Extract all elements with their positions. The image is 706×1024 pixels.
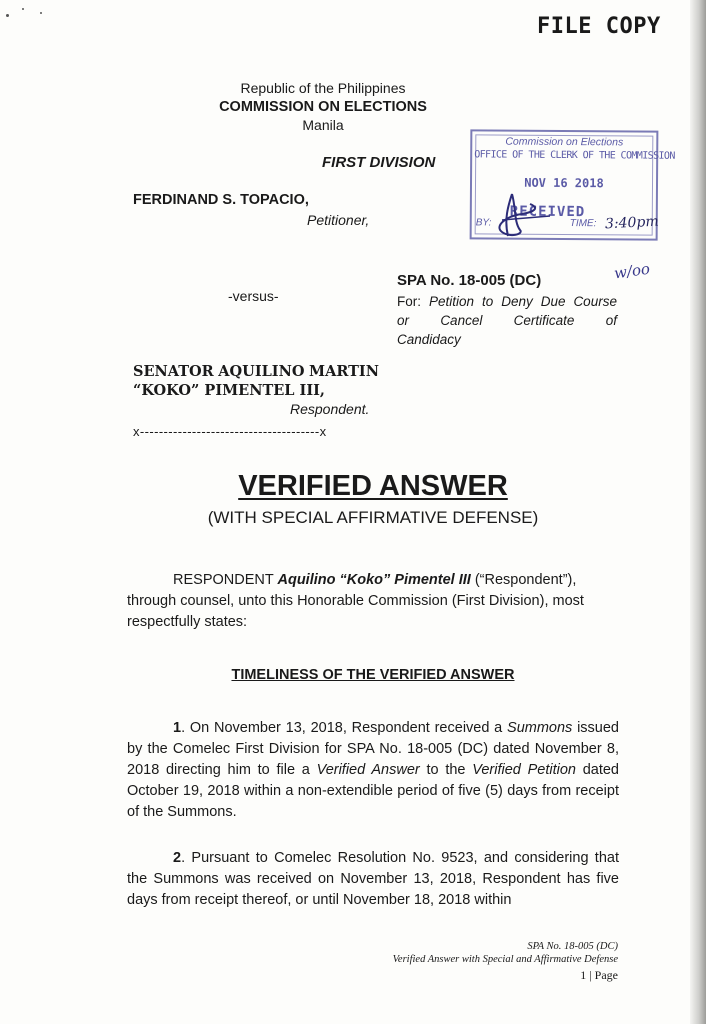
paragraph-italic: Verified Answer: [316, 762, 420, 778]
case-for-word: to: [481, 294, 494, 309]
case-nature: [397, 292, 617, 349]
section-heading: TIMELINESS OF THE VERIFIED ANSWER: [231, 667, 515, 683]
petitioner-name: FERDINAND S. TOPACIO,: [133, 192, 309, 208]
signature-scrawl: [450, 186, 580, 246]
handwritten-time: 3:40pm: [604, 213, 660, 233]
page-label: Page: [594, 968, 618, 982]
stamp-date: NOV 16 2018: [524, 175, 604, 191]
case-for-word: or: [397, 313, 410, 328]
case-for-word: Due: [540, 294, 566, 309]
document-title: VERIFIED ANSWER: [238, 470, 508, 502]
paragraph-2: [127, 848, 619, 911]
footer-doc: Verified Answer with Special and Affirmative Defense: [392, 954, 618, 965]
page-footer: [393, 940, 618, 982]
page-binding-edge: [690, 0, 706, 1024]
stamp-office: OFFICE OF THE CLERK OF THE COMMISSION: [474, 149, 675, 162]
case-nature-line: [397, 292, 617, 311]
respondent-name: [133, 362, 379, 400]
case-nature-line: [397, 330, 617, 349]
paragraph-italic: Summons: [507, 720, 573, 736]
respondent-role: Respondent.: [290, 401, 370, 417]
document-subtitle: (WITH SPECIAL AFFIRMATIVE DEFENSE): [207, 508, 539, 527]
paragraph-segment: issued by the Comelec First Division for SPA No. 18-005 (DC) dated November 8, 2018 directing him to file a: [127, 720, 619, 778]
respondent-name-line: “KOKO” PIMENTEL III,: [133, 382, 325, 399]
scan-speck: [22, 8, 24, 10]
scan-speck: [6, 14, 9, 17]
stamp-time-label: TIME:: [569, 218, 597, 230]
intro-segment: RESPONDENT: [173, 572, 278, 588]
file-copy-stamp: FILE COPY: [537, 14, 661, 39]
stamp-by-label: BY:: [475, 217, 492, 229]
respondent-word: SENATOR: [133, 363, 214, 380]
case-for-word: Deny: [501, 294, 533, 309]
respondent-name-inline: Aquilino “Koko” Pimentel III: [277, 572, 471, 588]
intro-text: [127, 570, 619, 633]
case-for-word: Candidacy: [397, 332, 461, 347]
versus-label: -versus-: [228, 288, 279, 304]
case-for-word: Certificate: [513, 313, 575, 328]
commission-heading: COMMISSION ON ELECTIONS: [219, 99, 427, 115]
respondent-word: MARTIN: [309, 363, 379, 380]
case-for-word: Course: [573, 294, 617, 309]
respondent-name-line: [133, 362, 379, 381]
footer-page: 1 | Page: [580, 968, 618, 982]
paragraph-segment: dated October 19, 2018 within a non-extendible period of five (5) days from receipt of the Summons.: [127, 762, 619, 820]
case-for-word: Cancel: [440, 313, 483, 328]
case-for-word: Petition: [428, 294, 475, 309]
paragraph-number: 1: [173, 720, 182, 736]
republic-heading: Republic of the Philippines: [240, 80, 406, 96]
paragraph-segment: . Pursuant to Comelec Resolution No. 9523, and considering that the Summons was received on November 13, 2018, Respondent has five days from receipt thereof, or until November 18, 2018 within: [127, 850, 619, 908]
paragraph-1: [127, 718, 619, 823]
caption-separator: x--------------------------------------x: [133, 424, 327, 439]
paragraph-segment: to the: [419, 762, 473, 778]
intro-paragraph: [127, 570, 619, 633]
footer-case: SPA No. 18-005 (DC): [527, 941, 618, 952]
handwritten-mark: w/oo: [612, 259, 652, 283]
case-nature-line: [397, 311, 617, 330]
stamp-agency: Commission on Elections: [505, 135, 624, 149]
respondent-word: AQUILINO: [218, 363, 305, 380]
paragraph-number: 2: [173, 850, 182, 866]
scan-speck: [40, 12, 42, 14]
intro-segment: (“Respondent”), through counsel, unto this Honorable Commission (First Division), most respectfully states:: [127, 572, 584, 630]
page-number: 1: [580, 968, 587, 982]
stamp-received: RECEIVED: [509, 203, 586, 221]
city-heading: Manila: [302, 117, 344, 133]
case-for-label: For:: [397, 294, 422, 309]
petitioner-role: Petitioner,: [307, 212, 370, 228]
paragraph-segment: . On November 13, 2018, Respondent received a: [181, 720, 508, 736]
case-number: SPA No. 18-005 (DC): [397, 272, 542, 289]
division-heading: FIRST DIVISION: [322, 154, 436, 171]
paragraph-italic: Verified Petition: [472, 762, 576, 778]
case-for-word: of: [605, 313, 617, 328]
